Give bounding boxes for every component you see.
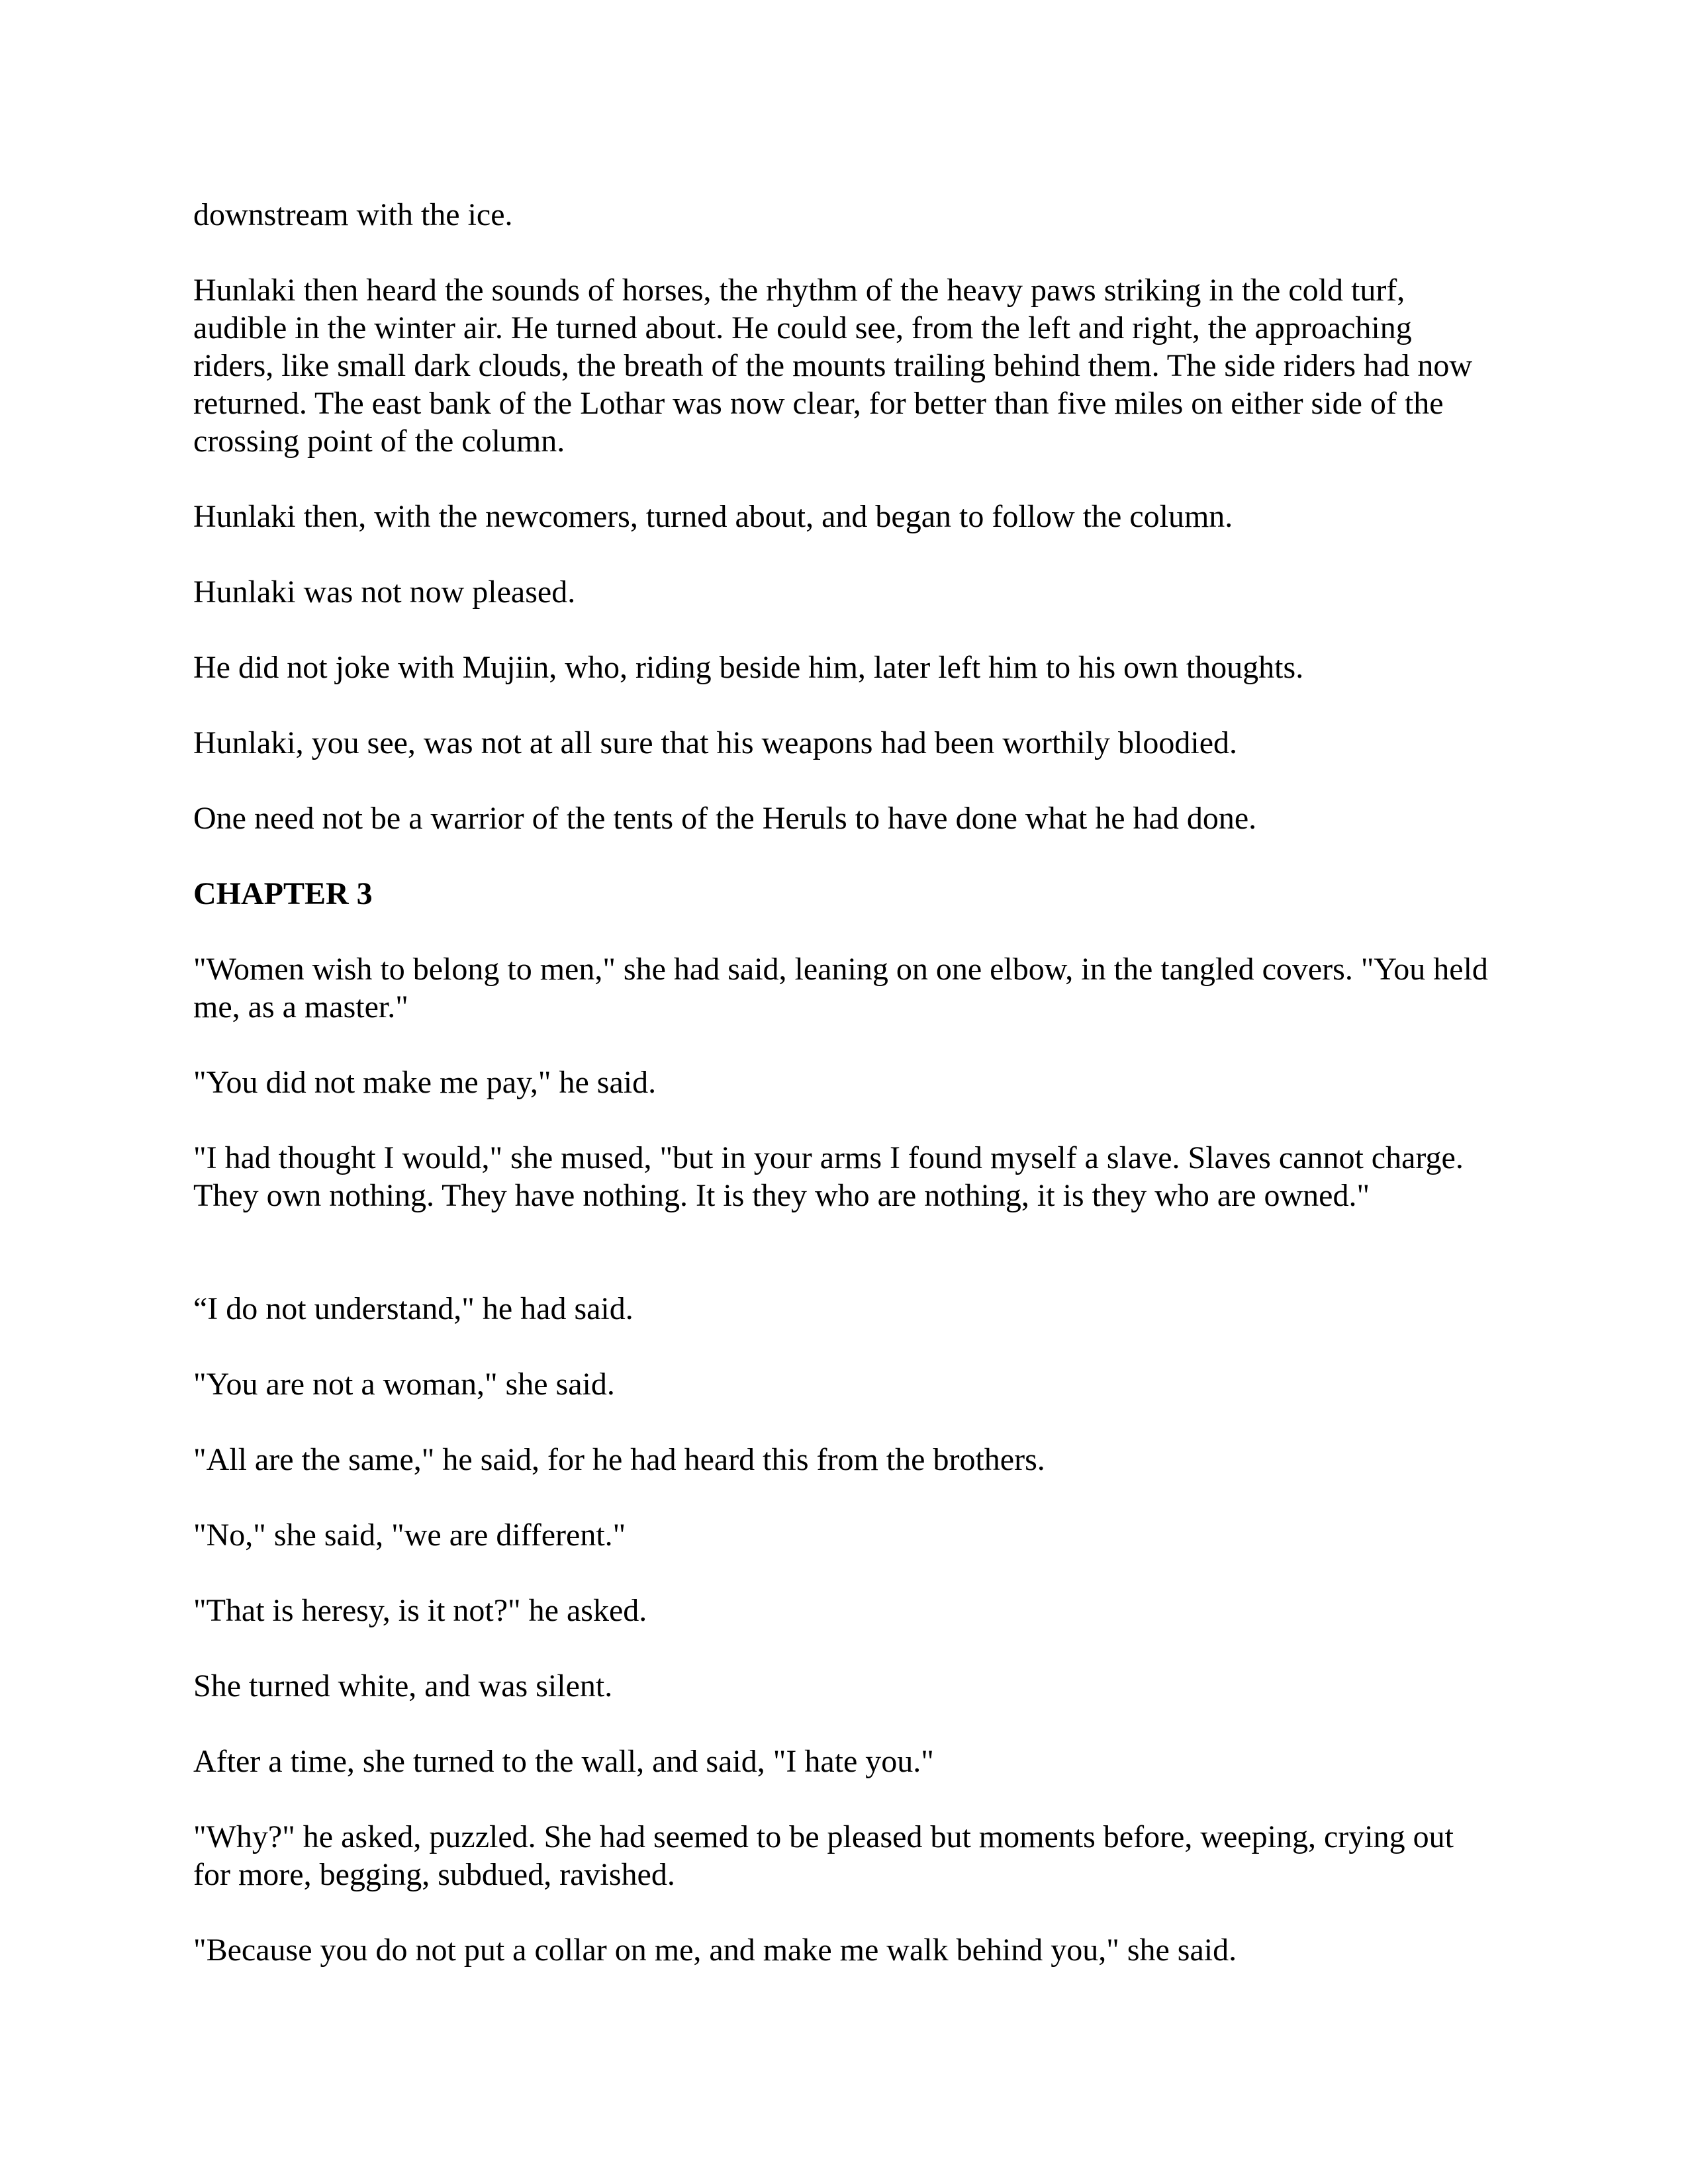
paragraph: “I do not understand," he had said. bbox=[193, 1291, 633, 1326]
paragraph: One need not be a warrior of the tents of the Heruls to have done what he had done. bbox=[193, 801, 1257, 836]
paragraph: downstream with the ice. bbox=[193, 197, 513, 232]
paragraph: Hunlaki was not now pleased. bbox=[193, 574, 576, 610]
paragraph: "Because you do not put a collar on me, and make me walk behind you," she said. bbox=[193, 1933, 1237, 1968]
paragraph: "That is heresy, is it not?" he asked. bbox=[193, 1593, 647, 1628]
paragraph: "No," she said, "we are different." bbox=[193, 1518, 626, 1553]
paragraph: Hunlaki then heard the sounds of horses, the rhythm of the heavy paws striking in the cold turf, audible in the winter air. He turned about. He could see, from the left and right, the approaching riders, like small dark clouds, the breath of the mounts trailing behind them. The side riders had now returned. The east bank of the Lothar was now clear, for better than five miles on either side of the crossing point of the column. bbox=[193, 273, 1472, 459]
paragraph: After a time, she turned to the wall, and said, "I hate you." bbox=[193, 1744, 934, 1779]
chapter-heading: CHAPTER 3 bbox=[193, 876, 373, 911]
paragraph: Hunlaki then, with the newcomers, turned about, and began to follow the column. bbox=[193, 499, 1233, 534]
paragraph: "Women wish to belong to men," she had said, leaning on one elbow, in the tangled covers. "You held me, as a master." bbox=[193, 952, 1488, 1024]
paragraph: "All are the same," he said, for he had heard this from the brothers. bbox=[193, 1442, 1045, 1477]
paragraph: "You did not make me pay," he said. bbox=[193, 1065, 657, 1100]
paragraph: "Why?" he asked, puzzled. She had seemed to be pleased but moments before, weeping, crying out for more, begging, subdued, ravished. bbox=[193, 1819, 1454, 1892]
paragraph: She turned white, and was silent. bbox=[193, 1668, 613, 1704]
paragraph: "You are not a woman," she said. bbox=[193, 1367, 615, 1402]
paragraph: He did not joke with Mujiin, who, riding beside him, later left him to his own thoughts. bbox=[193, 650, 1304, 685]
paragraph: Hunlaki, you see, was not at all sure that his weapons had been worthily bloodied. bbox=[193, 725, 1237, 760]
paragraph: "I had thought I would," she mused, "but in your arms I found myself a slave. Slaves cannot charge. They own nothing. They have nothing. It is they who are nothing, it is they who are owned." bbox=[193, 1140, 1464, 1213]
